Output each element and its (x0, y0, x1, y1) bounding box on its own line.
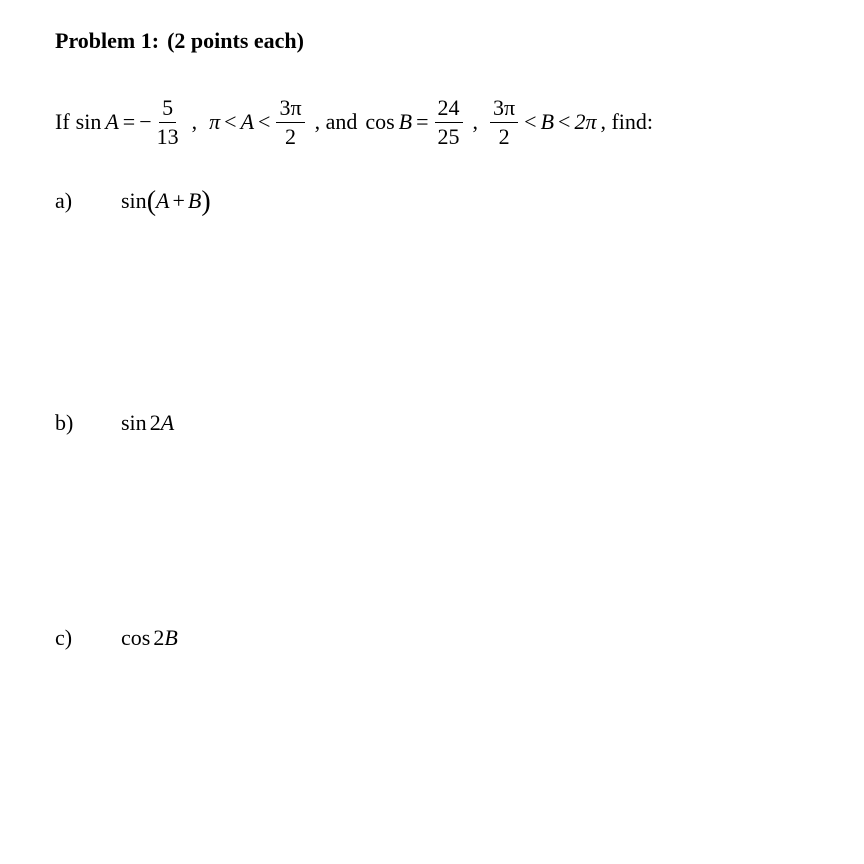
right-paren: ) (201, 186, 211, 217)
fraction-denominator: 13 (156, 123, 179, 149)
variable-b: B (540, 109, 555, 134)
fraction-denominator: 25 (437, 123, 460, 149)
left-paren: ( (146, 186, 157, 217)
coefficient: 2 (149, 410, 161, 435)
variable-b: B (164, 625, 178, 650)
variable-a: A (160, 410, 175, 435)
cos-function: cos (365, 109, 395, 134)
fraction-cosB (435, 94, 463, 149)
and-word: , and (314, 109, 358, 134)
given-conditions (55, 92, 653, 152)
fraction-denominator: 2 (498, 123, 510, 149)
sin-function: sin (121, 188, 147, 213)
plus-sign: + (172, 188, 185, 213)
less-than: < (224, 109, 237, 134)
variable-a: A (156, 188, 170, 213)
problem-title (55, 28, 304, 54)
equals-sign: = (122, 109, 136, 134)
part-label: b) (55, 410, 74, 435)
variable-b: B (398, 109, 413, 134)
part-a (55, 188, 211, 216)
fraction-denominator: 2 (285, 123, 297, 149)
comma: , (472, 109, 479, 134)
fraction-3pi-over-2 (276, 94, 304, 149)
problem-number: Problem 1: (55, 28, 160, 53)
variable-b: B (187, 188, 202, 213)
find-word: , find: (600, 109, 654, 134)
part-b (55, 410, 174, 436)
points-note: (2 points each) (167, 28, 304, 53)
if-word: If (55, 109, 70, 134)
variable-a: A (240, 109, 255, 134)
pi-symbol: π (209, 109, 221, 134)
less-than: < (258, 109, 271, 134)
part-label: c) (55, 625, 73, 650)
variable-a: A (105, 109, 119, 134)
coefficient: 2 (153, 625, 165, 650)
fraction-sinA (154, 94, 182, 149)
less-than: < (558, 109, 571, 134)
part-label: a) (55, 188, 73, 213)
fraction-numerator: 5 (159, 97, 176, 123)
part-c (55, 625, 178, 651)
sin-function: sin (75, 109, 102, 134)
equals-sign: = (416, 109, 429, 134)
cos-function: cos (121, 625, 151, 650)
less-than: < (524, 109, 537, 134)
fraction-numerator: 24 (435, 97, 463, 123)
fraction-numerator: 3π (490, 97, 518, 123)
fraction-3pi-over-2 (490, 94, 518, 149)
fraction-numerator: 3π (276, 97, 304, 123)
two-pi: 2π (574, 109, 597, 134)
minus-sign: − (139, 109, 152, 134)
comma: , (191, 109, 198, 134)
sin-function: sin (121, 410, 147, 435)
